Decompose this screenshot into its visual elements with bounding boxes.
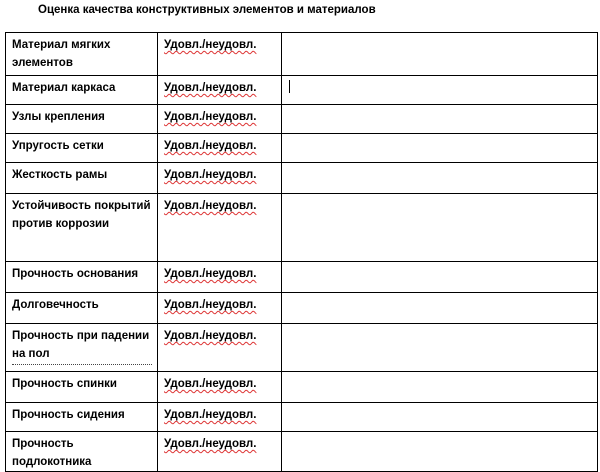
criterion-cell[interactable]: [6, 163, 158, 194]
note-cell[interactable]: [282, 33, 598, 76]
rating-value: Удовл./неудовл.: [164, 140, 257, 152]
criterion-cell[interactable]: [6, 324, 158, 372]
table-row: [6, 134, 598, 163]
rating-cell[interactable]: [158, 76, 282, 105]
table-row: [6, 432, 598, 472]
criterion-label: Долговечность: [12, 299, 99, 311]
rating-cell[interactable]: [158, 33, 282, 76]
table-row: [6, 293, 598, 324]
criterion-cell[interactable]: [6, 293, 158, 324]
rating-cell[interactable]: [158, 163, 282, 194]
rating-value: Удовл./неудовл.: [164, 330, 257, 342]
rating-cell[interactable]: [158, 372, 282, 403]
table-row: [6, 262, 598, 293]
rating-value: Удовл./неудовл.: [164, 268, 257, 280]
table-row: [6, 163, 598, 194]
note-cell[interactable]: [282, 105, 598, 134]
criterion-cell[interactable]: [6, 134, 158, 163]
criterion-label: Материал каркаса: [12, 82, 116, 94]
criterion-label: Прочность при падении на пол: [12, 327, 152, 365]
criterion-cell[interactable]: [6, 403, 158, 432]
quality-assessment-table: [5, 32, 598, 472]
text-cursor: [289, 80, 290, 93]
rating-cell[interactable]: [158, 262, 282, 293]
criterion-label: Прочность спинки: [12, 378, 117, 390]
rating-value: Удовл./неудовл.: [164, 82, 257, 94]
note-cell[interactable]: [282, 403, 598, 432]
note-cell[interactable]: [282, 134, 598, 163]
rating-value: Удовл./неудовл.: [164, 169, 257, 181]
note-cell[interactable]: [282, 293, 598, 324]
criterion-label: Прочность сидения: [12, 409, 125, 421]
rating-cell[interactable]: [158, 194, 282, 262]
note-cell[interactable]: [282, 372, 598, 403]
table-row: [6, 105, 598, 134]
rating-value: Удовл./неудовл.: [164, 438, 257, 450]
rating-value: Удовл./неудовл.: [164, 299, 257, 311]
rating-value: Удовл./неудовл.: [164, 111, 257, 123]
criterion-cell[interactable]: [6, 33, 158, 76]
criterion-label: Прочность подлокотника: [12, 438, 92, 468]
criterion-label: Материал мягких элементов: [12, 39, 111, 69]
criterion-cell[interactable]: [6, 76, 158, 105]
criterion-cell[interactable]: [6, 372, 158, 403]
rating-cell[interactable]: [158, 293, 282, 324]
table-row: [6, 33, 598, 76]
rating-cell[interactable]: [158, 403, 282, 432]
note-cell[interactable]: [282, 262, 598, 293]
rating-cell[interactable]: [158, 432, 282, 472]
criterion-label: Узлы крепления: [12, 111, 105, 123]
note-cell[interactable]: [282, 163, 598, 194]
criterion-label: Жесткость рамы: [12, 169, 108, 181]
rating-cell[interactable]: [158, 134, 282, 163]
table-row: [6, 324, 598, 372]
criterion-cell[interactable]: [6, 194, 158, 262]
note-cell[interactable]: [282, 324, 598, 372]
note-cell[interactable]: [282, 76, 598, 105]
rating-cell[interactable]: [158, 105, 282, 134]
rating-value: Удовл./неудовл.: [164, 39, 257, 51]
rating-value: Удовл./неудовл.: [164, 409, 257, 421]
table-row: [6, 403, 598, 432]
criterion-label: Прочность основания: [12, 268, 139, 280]
criterion-label: Устойчивость покрытий против коррозии: [12, 200, 151, 230]
note-cell[interactable]: [282, 194, 598, 262]
table-row: [6, 76, 598, 105]
criterion-label: Упругость сетки: [12, 140, 104, 152]
note-cell[interactable]: [282, 432, 598, 472]
criterion-cell[interactable]: [6, 262, 158, 293]
criterion-cell[interactable]: [6, 432, 158, 472]
rating-value: Удовл./неудовл.: [164, 200, 257, 212]
document-title: Оценка качества конструктивных элементов и материалов: [38, 4, 376, 16]
criterion-cell[interactable]: [6, 105, 158, 134]
table-row: [6, 372, 598, 403]
rating-value: Удовл./неудовл.: [164, 378, 257, 390]
table-row: [6, 194, 598, 262]
rating-cell[interactable]: [158, 324, 282, 372]
